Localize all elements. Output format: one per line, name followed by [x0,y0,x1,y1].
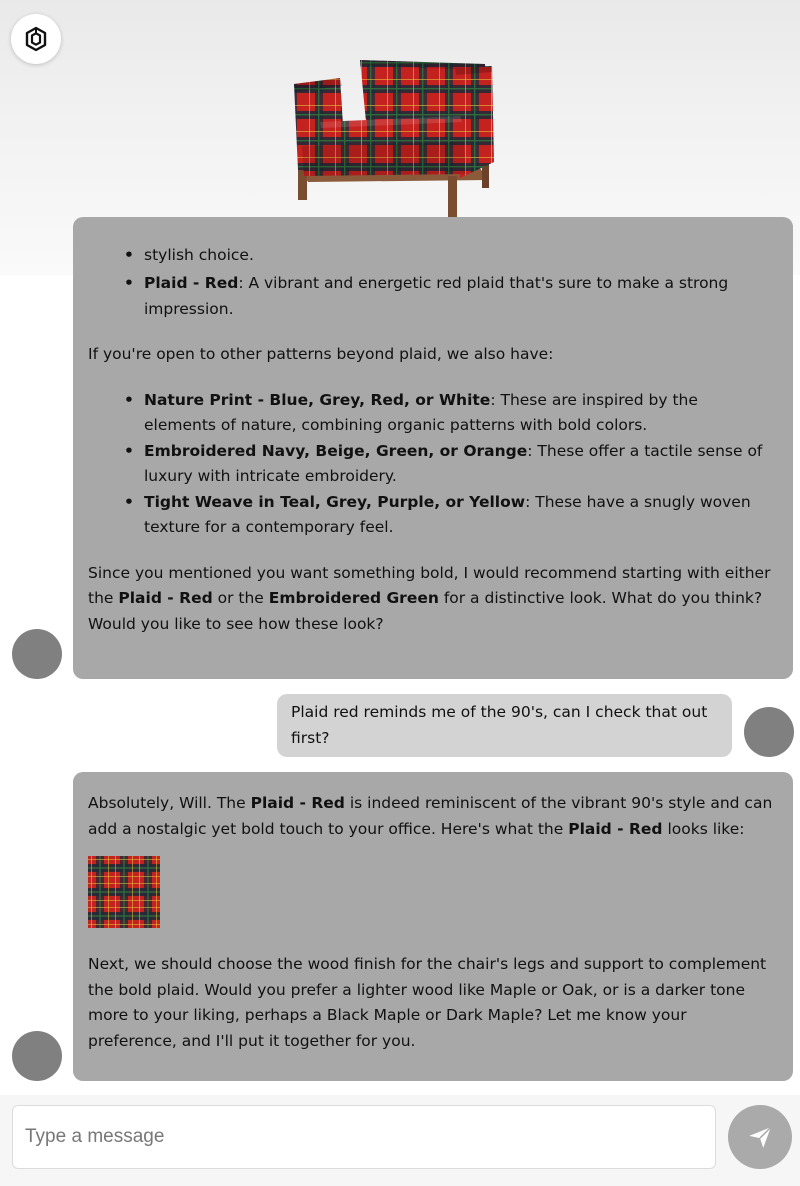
list-item [88,439,773,490]
user-message [277,694,732,757]
list-item [88,243,773,269]
cube-logo-icon[interactable] [11,14,61,64]
text-span: Absolutely, Will. The [88,794,251,812]
message-paragraph [88,561,773,638]
list-item [88,490,773,541]
text-span: is indeed reminiscent of the vibrant 90's style and can add a nostalgic yet bold touch to your office. Here's what the [88,794,773,838]
option-name: Tight Weave in Teal, Grey, Purple, or Yellow [144,492,526,511]
bold-span: Plaid - Red [568,819,663,838]
list-item [88,271,773,322]
list-item [88,388,773,439]
text-span: looks like: [662,819,745,838]
option-name: Embroidered Navy, Beige, Green, or Orange [144,441,528,460]
text-span: or the [212,589,269,607]
message-input[interactable] [12,1105,716,1169]
composer [0,1095,800,1186]
assistant-avatar [12,1031,62,1081]
message-paragraph: Next, we should choose the wood finish for the chair's legs and support to complement the bold plaid. Would you prefer a lighter wood like Maple or Oak, or is a darker tone more to your liking, perhaps a Black Maple or Dark Maple? Let me know your preference, and I'll put it together for you. [88,955,767,1050]
bold-span: Plaid - Red [250,794,345,812]
option-text: : These offer a tactile sense of luxury with intricate embroidery. [144,441,763,485]
option-text: : These have a snugly woven texture for a contemporary feel. [144,492,751,536]
option-name: Plaid - Red [144,274,239,292]
plaid-armchair-render[interactable] [280,50,510,230]
chat-thread[interactable] [0,245,800,1095]
assistant-message [73,217,793,679]
bold-span: Embroidered Green [268,589,439,607]
send-button[interactable] [728,1105,792,1169]
option-name: Nature Print - Blue, Grey, Red, or White [144,390,491,409]
assistant-avatar [12,629,62,679]
option-text: : These are inspired by the elements of nature, combining organic patterns with bold colors. [144,390,698,434]
text-span: Since you mentioned you want something bold, I would recommend starting with either the [88,563,771,607]
bold-span: Plaid - Red [118,589,213,607]
plaid-red-swatch[interactable] [88,856,160,928]
send-icon [747,1124,773,1150]
message-paragraph [88,791,773,842]
message-paragraph: If you're open to other patterns beyond plaid, we also have: [88,345,554,363]
option-text: : A vibrant and energetic red plaid that's sure to make a strong impression. [144,274,729,318]
text-span: for a distinctive look. What do you think? Would you like to see how these look? [88,589,763,633]
assistant-message [73,772,793,1081]
user-message-text: Plaid red reminds me of the 90's, can I check that out first? [291,703,708,747]
user-avatar [744,707,794,757]
clipped-line: stylish choice. [144,245,254,264]
